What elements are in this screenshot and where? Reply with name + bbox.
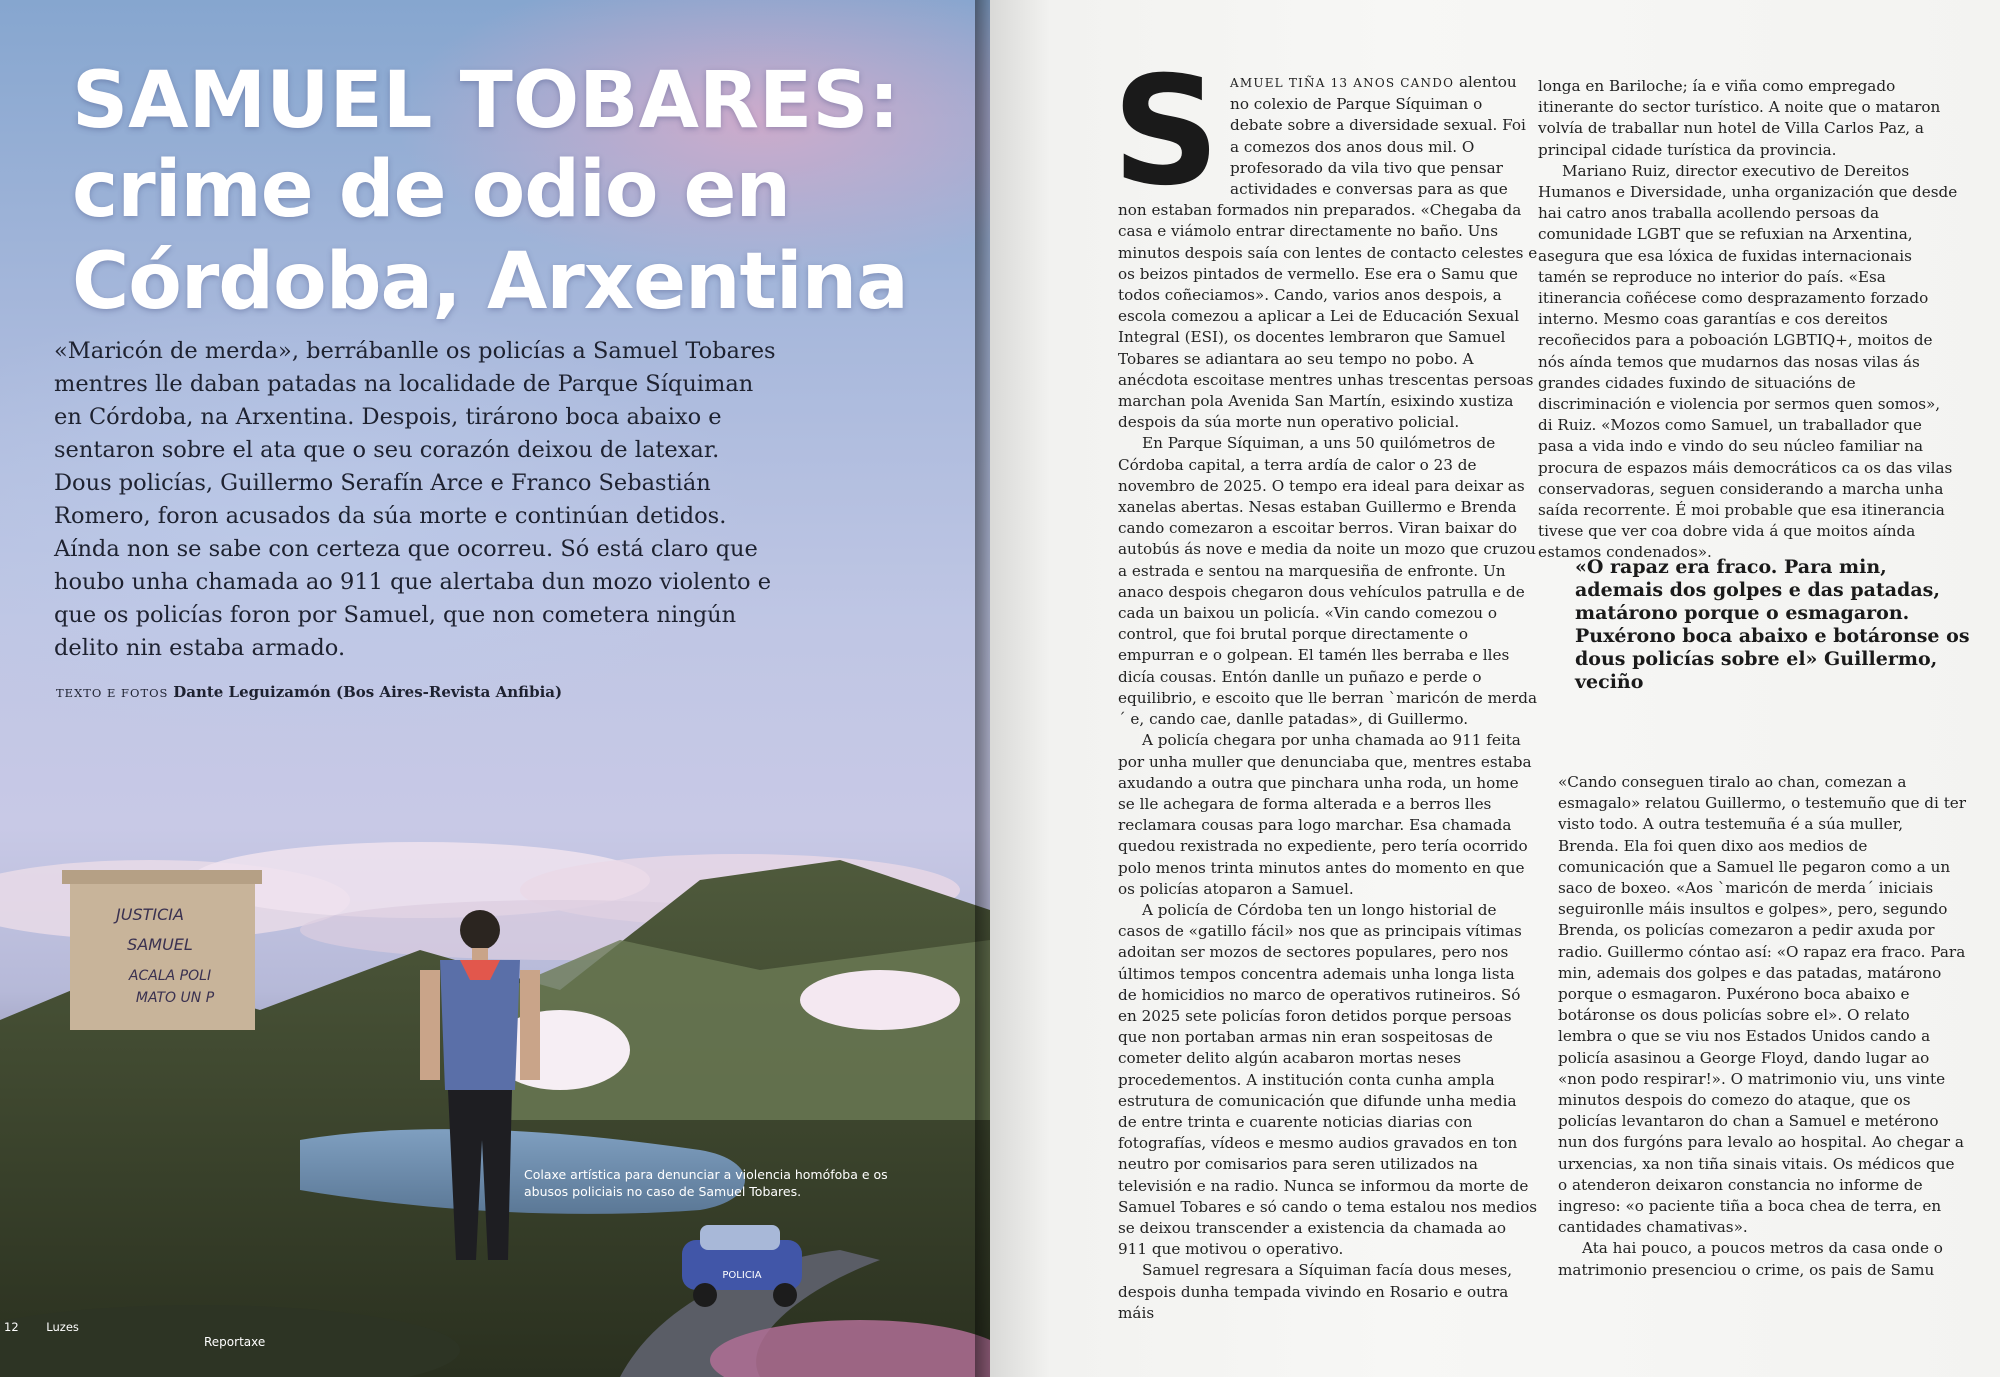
- photo-collage: [0, 820, 990, 1377]
- photo-caption: Colaxe artística para denunciar a violencia homófoba e os abusos policiais no caso de Samuel Tobares.: [524, 1167, 888, 1199]
- col1-paragraph-5: Samuel regresara a Síquiman facía dous meses, despois dunha tempada vivindo en Rosario e outra máis: [1118, 1261, 1513, 1322]
- col1-paragraph-3: A policía chegara por unha chamada ao 911 feita por unha muller que denunciaba que, mentres estaba axudando a outra que pinchara unha roda, un home se lle achegara de forma alterada e a berros lles reclamara cousas para logo marchar. Esa chamada quedou rexistrada no expediente, pero tería ocorrido polo menos trinta minutos antes do momento en que os policías atoparon a Samuel.: [1118, 731, 1532, 898]
- section-label: Reportaxe: [204, 1335, 266, 1349]
- svg-text:SAMUEL: SAMUEL: [127, 935, 193, 954]
- magazine-name: Luzes: [46, 1320, 79, 1334]
- right-page: [990, 0, 2000, 1377]
- svg-text:ACALA POLI: ACALA POLI: [128, 968, 212, 984]
- col1-paragraph-4: A policía de Córdoba ten un longo historial de casos de «gatillo fácil» nos que as principais vítimas adoitan ser mozos de sectores populares, pero nos últimos tempos concentra ademais unha longa lista de homicidios no marco de operativos rutineiros. Só en 2025 sete policías foron detidos porque persoas que non portaban armas nin eran sospeitosas de cometer delito algún acabaron mortas neses procedementos. A institución conta cunha ampla estrutura de comunicación que difunde unha media de entre trinta e cuarente noticias diarias con fotografías, vídeos e mesmo audios gravados en ton neutro por comisarios para seren utilizados na televisión e na radio. Nunca se informou da morte de Samuel Tobares e só cando o tema estalou nos medios se deixou transcender a existencia da chamada ao 911 que motivou o operativo.: [1118, 900, 1538, 1259]
- lead-paragraph: «Maricón de merda», berrábanlle os policías a Samuel Tobares mentres lle daban patadas na localidade de Parque Síquiman en Córdoba, na Arxentina. Despois, tirárono boca abaixo e sentaron sobre el ata que o seu corazón deixou de latexar. Dous policías, Guillermo Serafín Arce e Franco Sebastián Romero, foron acusados da súa morte e continúan detidos. Aínda non se sabe con certeza que ocorreu. Só está claro que houbo unha chamada ao 911 que alertaba dun mozo violento e que os policías foron por Samuel, que non cometera ningún delito nin estaba armado.: [54, 338, 776, 661]
- svg-text:JUSTICIA: JUSTICIA: [116, 905, 184, 924]
- byline-kicker: TEXTO E FOTOS: [56, 686, 169, 700]
- col1-paragraph-2: En Parque Síquiman, a uns 50 quilómetros de Córdoba capital, a terra ardía de calor o 23 de novembro de 2025. O tempo era ideal para deixar as xanelas abertas. Nesas estaban Guillermo e Brenda cando comezaron a escoitar berros. Viran baixar do autobús ás nove e media da noite un mozo que cruzou a estrada e sentou na marquesiña de enfronte. Un anaco despois chegaron dous vehículos patrulla e de cada un baixou un policía. «Vin cando comezou o control, que foi brutal porque directamente o empurran e o golpean. El tamén lles berraba e lles dicía cousas. Entón danlle un puñazo e perde o equilibrio, e escoito que lle berran `maricón de merda´ e, cando cae, danlle patadas», di Guillermo.: [1118, 434, 1538, 729]
- drop-cap: S: [1112, 45, 1221, 219]
- text-column-2: [1538, 76, 1958, 564]
- police-car-label: POLICIA: [722, 1270, 762, 1281]
- col2-paragraph-1: longa en Bariloche; ía e viña como empregado itinerante do sector turístico. A noite que o mataron volvía de traballar nun hotel de Villa Carlos Paz, a principal cidade turística da provincia.: [1538, 77, 1941, 159]
- folio: [4, 1320, 103, 1334]
- lead-smallcaps: AMUEL TIÑA 13 ANOS CANDO: [1230, 76, 1455, 90]
- col3-paragraph-2: Ata hai pouco, a poucos metros da casa onde o matrimonio presenciou o crime, os pais de Samu: [1558, 1239, 1943, 1279]
- page-number: 12: [4, 1320, 19, 1334]
- col1-text-1: alentou no colexio de Parque Síquiman o debate sobre a diversidade sexual. Foi a comezos dos anos dous mil. O profesorado da vila tivo que pensar actividades e conversas para as que non estaban formados nin preparados. «Chegaba da casa e viámolo entrar directamente no baño. Uns minutos despois saía con lentes de contacto celestes e os beizos pintados de vermello. Ese era o Samu que todos coñeciamos». Cando, varios anos despois, a escola comezou a aplicar a Lei de Educación Sexual Integral (ESI), os docentes lembraron que Samuel Tobares se adiantara ao seu tempo no pobo. A anécdota escoitase mentres unhas trescentas persoas marchan pola Avenida San Martín, esixindo xustiza despois da súa morte nun operativo policial.: [1118, 73, 1538, 432]
- pull-quote: «O rapaz era fraco. Para min, ademais dos golpes e das patadas, matárono porque o esmagaron. Puxérono boca abaixo e botáronse os dous policías sobre el» Guillermo, veciño: [1575, 556, 1970, 693]
- article-headline: [72, 58, 952, 328]
- headline-line-2: crime de odio en: [72, 145, 790, 235]
- headline-line-3: Córdoba, Arxentina: [72, 237, 908, 327]
- byline: [56, 683, 562, 701]
- graffiti-hut: [62, 870, 262, 1030]
- col3-paragraph-1: «Cando conseguen tiralo ao chan, comezan a esmagalo» relatou Guillermo, o testemuño que di ter visto todo. A outra testemuña é a súa muller, Brenda. Ela foi quen dixo aos medios de comunicación que a Samuel lle pegaron como a un saco de boxeo. «Aos `maricón de merda´ iniciais seguironlle máis insultos e golpes», pero, segundo Brenda, os policías comezaron a pedir axuda por radio. Guillermo cóntao así: «O rapaz era fraco. Para min, ademais dos golpes e das patadas, matárono porque o esmagaron. Puxérono boca abaixo e botáronse os dous policías sobre el». O relato lembra o que se viu nos Estados Unidos cando a policía asasinou a George Floyd, dando lugar ao «non podo respirar!». O matrimonio viu, uns vinte minutos despois do comezo do ataque, que os policías levantaron do chan a Samuel e metérono nun dos furgóns para levalo ao hospital. Ao chegar a urxencias, xa non tiña sinais vitais. Os médicos que o atenderon deixaron constancia no informe de ingreso: «o paciente tiña a boca chea de terra, en cantidades chamativas».: [1558, 773, 1967, 1237]
- headline-line-1: SAMUEL TOBARES:: [72, 56, 900, 146]
- text-column-3: [1558, 772, 1968, 1281]
- svg-text:MATO UN P: MATO UN P: [135, 990, 215, 1006]
- left-page: [0, 0, 990, 1377]
- col2-paragraph-2: Mariano Ruiz, director executivo de Dereitos Humanos e Diversidade, unha organización que desde hai catro anos traballa acollendo persoas da comunidade LGBT que se refuxian na Arxentina, asegura que esa lóxica de fuxidas internacionais tamén se reproduce no interior do país. «Esa itinerancia coñécese como desprazamento forzado interno. Mesmo coas garantías e cos dereitos recoñecidos para a poboación LGBTIQ+, moitos de nós aínda temos que mudarnos das nosas vilas ás grandes cidades fuxindo de situacións de discriminación e violencia por sermos quen somos», di Ruiz. «Mozos como Samuel, un traballador que pasa a vida indo e vindo do seu núcleo familiar na procura de espazos máis democráticos ca os das vilas conservadoras, seguen considerando a marcha unha saída recorrente. É moi probable que esa itinerancia tivese que ver coa dobre vida á que moitos aínda estamos condenados».: [1538, 161, 1958, 562]
- text-column-1: [1112, 45, 1538, 1324]
- byline-author: Dante Leguizamón (Bos Aires-Revista Anfibia): [173, 683, 563, 701]
